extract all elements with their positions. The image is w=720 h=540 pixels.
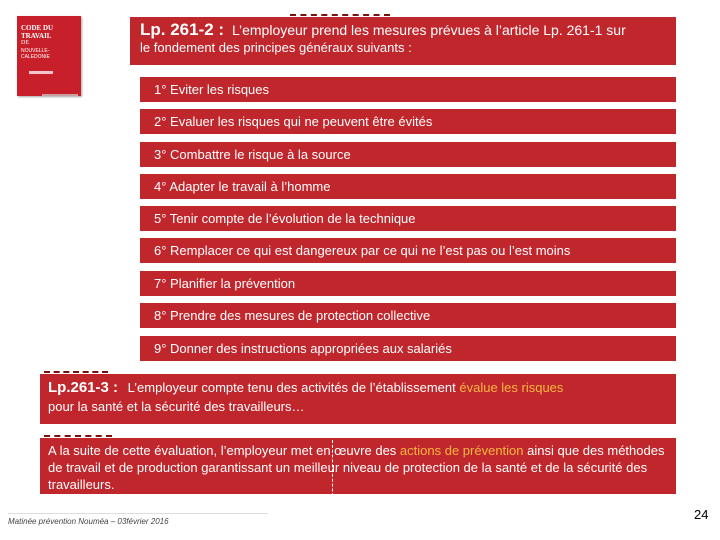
dashed-marker <box>44 371 108 373</box>
dashed-marker <box>290 14 390 16</box>
article-lp-261-3-box <box>40 374 676 424</box>
principle-item-6: 6° Remplacer ce qui est dangereux par ce qui ne l’est pas ou l’est moins <box>140 238 676 263</box>
principle-item-9: 9° Donner des instructions appropriées aux salariés <box>140 336 676 361</box>
book-title-line3: NOUVELLE-CALEDONIE <box>21 48 50 60</box>
article-ref-261-2: Lp. 261-2 : <box>140 20 225 39</box>
footer-text: Matinée prévention Nouméa – 03février 2016 <box>8 517 169 526</box>
article-lp-261-2-text: L’employeur prend les mesures prévues à l’article Lp. 261-1 sur <box>231 22 626 38</box>
highlight-actions-prevention: actions de prévention <box>399 443 524 458</box>
article-lp-261-3-line2: pour la santé et la sécurité des travailleurs… <box>48 399 305 414</box>
book-cover-image <box>17 16 81 96</box>
principle-item-3: 3° Combattre le risque à la source <box>140 142 676 167</box>
principle-item-5: 5° Tenir compte de l’évolution de la technique <box>140 206 676 231</box>
principle-item-1: 1° Eviter les risques <box>140 77 676 102</box>
book-decoration <box>29 71 53 74</box>
dashed-divider <box>332 440 333 506</box>
dashed-marker <box>44 435 112 437</box>
principle-item-8: 8° Prendre des mesures de protection collective <box>140 303 676 328</box>
article-lp-261-2-box <box>130 17 676 65</box>
highlight-evalue-risques: évalue les risques <box>459 380 564 395</box>
prevention-text-after: ainsi que des méthodes de travail et de production garantissant un meilleur niveau de protection de la santé et de la sécurité des travailleurs. <box>48 443 665 492</box>
article-ref-261-3: Lp.261-3 : <box>48 379 119 396</box>
footer-divider <box>8 513 268 514</box>
book-title: CODE DU TRAVAIL <box>21 24 54 40</box>
book-caption-mark <box>42 94 78 96</box>
prevention-actions-box <box>40 438 676 494</box>
principle-item-4: 4° Adapter le travail à l’homme <box>140 174 676 199</box>
article-lp-261-2-line1 <box>140 21 666 39</box>
principle-item-7: 7° Planifier la prévention <box>140 271 676 296</box>
article-lp-261-3-text: L’employeur compte tenu des activités de l’établissement <box>127 380 456 395</box>
book-title-line2: DE <box>21 40 29 46</box>
article-lp-261-3-line1 <box>48 378 668 398</box>
article-lp-261-2-line2: le fondement des principes généraux suivants : <box>140 40 412 55</box>
principle-item-2: 2° Evaluer les risques qui ne peuvent être évités <box>140 109 676 134</box>
prevention-actions-text <box>48 442 668 493</box>
prevention-text-before: A la suite de cette évaluation, l’employeur met en œuvre des <box>48 443 397 458</box>
page-number: 24 <box>694 507 709 522</box>
